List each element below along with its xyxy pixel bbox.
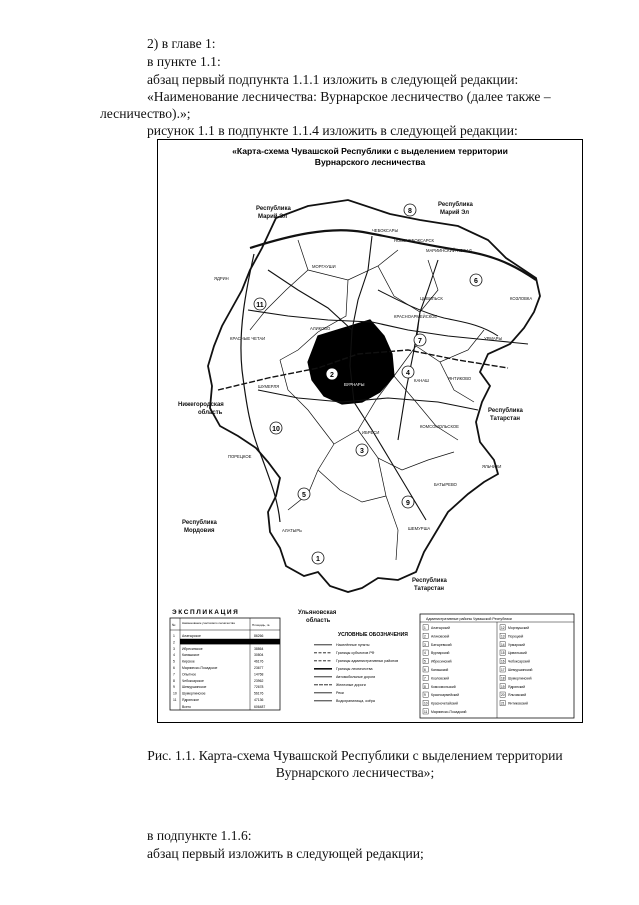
district-number: 7 [424, 676, 426, 681]
explication-row-num: 1 [173, 634, 175, 638]
explication-row-area: 14768 [254, 672, 264, 677]
text-line-chapter: 2) в главе 1: [147, 36, 216, 51]
explication-row-name: Шумерлинское [182, 691, 206, 696]
explication-row-name: Ибресинское [182, 646, 203, 651]
text-line-quote [100, 89, 610, 105]
legend-item-label: Железные дороги [336, 683, 366, 687]
explication-row-area: 23962 [254, 678, 264, 683]
explication-table [170, 609, 280, 710]
town-yalchiki: ЯЛЬЧИКИ [482, 464, 502, 469]
quote-justified [100, 89, 610, 105]
caption-line1: Рис. 1.1. Карта-схема Чувашской Республики с выделением территории [147, 748, 563, 763]
town-kanash: КАНАШ [414, 378, 429, 383]
district-name: Моргаушский [508, 626, 530, 630]
explication-row-num: 7 [173, 672, 175, 677]
svg-text:7: 7 [418, 338, 422, 345]
svg-text:2: 2 [330, 372, 334, 379]
district-name: Порецкий [508, 634, 524, 639]
district-number: 11 [424, 710, 428, 714]
district-number: 6 [424, 668, 426, 672]
legend [314, 632, 408, 703]
explication-row-num: 11 [173, 698, 177, 702]
district-number: 20 [501, 693, 505, 698]
explication-row-num: 8 [173, 678, 175, 683]
town-batyrevo: БАТЫРЕВО [434, 482, 457, 487]
explication-row-area: 46176 [254, 659, 264, 664]
explication-highlight-row [180, 639, 280, 645]
svg-text:11: 11 [256, 302, 264, 309]
legend-item-label: Водохранилища, озёра [336, 699, 375, 703]
district-name: Козловский [431, 676, 449, 681]
district-number: 12 [501, 626, 505, 630]
explication-row-name: Шемуршинское [182, 685, 207, 690]
explication-row-num: 9 [173, 685, 175, 690]
text-line-figure-intro: рисунок 1.1 в подпункте 1.1.4 изложить в следующей редакции: [147, 123, 518, 138]
label-tatar-bottom-2: Татарстан [414, 586, 445, 592]
district-name: Ядринский [508, 684, 526, 689]
explication-row-name: Опытное [182, 672, 197, 677]
town-krasnye-chetai: КРАСНЫЕ ЧЕТАИ [230, 336, 266, 341]
explication-row-name: Алатырское [182, 634, 201, 638]
district-number: 2 [424, 634, 426, 639]
district-number: 17 [501, 668, 505, 672]
town-krasnoarmeyskoe: КРАСНОАРМЕЙСКОЕ [394, 314, 438, 319]
svg-text:10: 10 [272, 426, 280, 433]
district-number: 16 [501, 659, 505, 664]
district-name: Аликовский [431, 634, 450, 639]
explication-row-name: Канашское [182, 653, 200, 658]
text-line-paragraph: абзац первый подпункта 1.1.1 изложить в следующей редакции: [147, 72, 519, 87]
label-mari-left-2: Марий Эл [258, 214, 288, 220]
explication-col-name: Наименование участкового лесничества [182, 621, 235, 625]
town-morgaushi: МОРГАУШИ [312, 264, 336, 269]
district-name: Урмарский [508, 642, 525, 647]
svg-text:3: 3 [360, 448, 364, 455]
explication-row-num: 10 [173, 691, 177, 696]
explication-title: ЭКСПЛИКАЦИЯ [172, 609, 240, 616]
explication-row-num: 5 [173, 659, 175, 664]
label-tatar-bottom-1: Республика [412, 578, 447, 584]
explication-row-area: 47136 [254, 698, 264, 702]
district-name: Янтиковский [508, 701, 528, 706]
district-name: Красноармейский [431, 693, 460, 698]
legend-item-label: Реки [336, 691, 344, 695]
legend-items [314, 643, 398, 703]
district-name: Яльчикский [508, 693, 527, 698]
label-mari-left-1: Республика [256, 206, 291, 212]
text-line-quote-end: лесничество).»; [100, 106, 191, 121]
svg-text:1: 1 [316, 556, 320, 563]
district-number: 3 [424, 642, 426, 647]
district-name: Ибресинский [431, 659, 452, 664]
district-number: 13 [501, 634, 505, 639]
town-mariinsky-posad: МАРИИНСКИЙ ПОСАД [426, 248, 472, 253]
quote-text: «Наименование лесничества: Вурнарское лесничество (далее также – [147, 89, 551, 104]
town-poretskoe: ПОРЕЦКОЕ [228, 454, 252, 459]
explication-row-area: 86266 [254, 634, 264, 638]
label-mari-right-2: Марий Эл [440, 210, 470, 216]
svg-text:9: 9 [406, 500, 410, 507]
town-novocheboksarsk: НОВОЧЕБОКСАРСК [394, 238, 434, 243]
district-number: 4 [424, 651, 426, 656]
text-line-item: в пункте 1.1: [147, 54, 221, 69]
district-name: Канашский [431, 668, 449, 672]
svg-text:6: 6 [474, 278, 478, 285]
explication-row-name: Мариинско-Посадское [182, 666, 218, 670]
explication-total-value: 606487 [254, 705, 266, 709]
label-mari-right-1: Республика [438, 202, 473, 208]
text-line-paragraph-first: абзац первый изложить в следующей редакции; [147, 846, 424, 861]
label-tatar-right-1: Республика [488, 408, 523, 414]
town-alatyr: АЛАТЫРЬ [282, 528, 302, 533]
town-kozlovka: КОЗЛОВКА [510, 296, 533, 301]
label-nizhny-2: область [198, 410, 223, 416]
explication-row-area: 72678 [254, 685, 264, 690]
district-number: 18 [501, 676, 505, 681]
svg-text:8: 8 [408, 208, 412, 215]
label-mordovia-1: Республика [182, 520, 217, 526]
explication-row-area: 23677 [254, 666, 264, 670]
districts-title: Административные районы Чувашской Республики [426, 617, 512, 621]
explication-row-num: 2 [173, 640, 175, 645]
label-mordovia-2: Мордовия [184, 528, 215, 534]
svg-text:4: 4 [406, 370, 410, 377]
district-name: Шемуршинский [508, 668, 533, 672]
label-nizhny-1: Нижегородская [178, 402, 224, 408]
district-name: Цивильский [508, 651, 527, 656]
explication-row-num: 3 [173, 646, 175, 651]
district-number: 5 [424, 659, 426, 664]
legend-item-label: Границы субъектов РФ [336, 651, 375, 655]
legend-title: УСЛОВНЫЕ ОБОЗНАЧЕНИЯ [338, 632, 408, 638]
town-shumerlya: ШУМЕРЛЯ [258, 384, 280, 389]
district-number: 15 [501, 651, 505, 656]
explication-row-num: 6 [173, 666, 175, 670]
town-alikovo: АЛИКОВО [310, 326, 331, 331]
district-name: Красночетайский [431, 701, 458, 706]
figure-caption [100, 747, 610, 781]
explication-row-area: 30804 [254, 653, 264, 658]
legend-item-label: Границы лесничества [336, 667, 373, 671]
explication-col-area: Площадь, га [252, 623, 270, 627]
district-name: Алатырский [431, 626, 450, 630]
town-cheboksary: ЧЕБОКСАРЫ [372, 228, 399, 233]
explication-row-name: Ядринское [182, 698, 200, 702]
district-number: 1 [424, 626, 426, 630]
legend-item-label: Автомобильные дороги [336, 675, 376, 679]
label-ulyanovsk-1: Ульяновская [298, 610, 337, 616]
district-name: Чебоксарский [508, 659, 530, 664]
explication-col-num: № [172, 623, 176, 627]
map-title-line1: «Карта-схема Чувашской Республики с выделением территории [232, 146, 508, 156]
district-number: 14 [501, 642, 505, 647]
district-name: Комсомольский [431, 684, 456, 689]
district-number: 21 [501, 701, 505, 706]
district-name: Батыревский [431, 642, 452, 647]
label-tatar-right-2: Татарстан [490, 416, 521, 422]
town-vurnary: ВУРНАРЫ [344, 382, 365, 387]
explication-row-name: Чебоксарское [182, 678, 204, 683]
map-svg [158, 140, 582, 722]
explication-row-area: 38864 [254, 646, 264, 651]
town-komsomolskoe: КОМСОМОЛЬСКОЕ [420, 424, 459, 429]
town-shemursha: ШЕМУРША [408, 526, 431, 531]
district-name: Шумерлинский [508, 676, 532, 681]
district-number: 9 [424, 693, 426, 698]
map-figure [157, 139, 583, 723]
explication-total-label: Всего [182, 705, 191, 709]
town-yadrin: ЯДРИН [214, 276, 229, 281]
text-line-subitem: в подпункте 1.1.6: [147, 828, 252, 843]
town-yantikovo: ЯНТИКОВО [448, 376, 472, 381]
district-name: Мариинско-Посадский [431, 710, 467, 714]
district-number: 8 [424, 684, 426, 689]
map-title-line2: Вурнарского лесничества [314, 157, 426, 167]
svg-text:5: 5 [302, 492, 306, 499]
legend-item-label: Населённые пункты [336, 643, 370, 647]
legend-item-label: Границы административных районов [336, 659, 399, 663]
districts-table [420, 614, 574, 718]
label-ulyanovsk-2: область [306, 618, 331, 624]
district-number: 10 [424, 701, 428, 706]
district-number: 19 [501, 684, 505, 689]
district-name: Вурнарский [431, 651, 450, 656]
explication-row-name: Кирское [182, 659, 195, 664]
town-ibresi: ИБРЕСИ [362, 430, 380, 435]
explication-row-area: 56176 [254, 691, 264, 696]
town-urmary: УРМАРЫ [484, 336, 503, 341]
town-tsivilsk: ЦИВИЛЬСК [420, 296, 443, 301]
explication-row-num: 4 [173, 653, 175, 658]
caption-line2: Вурнарского лесничества»; [275, 765, 435, 780]
